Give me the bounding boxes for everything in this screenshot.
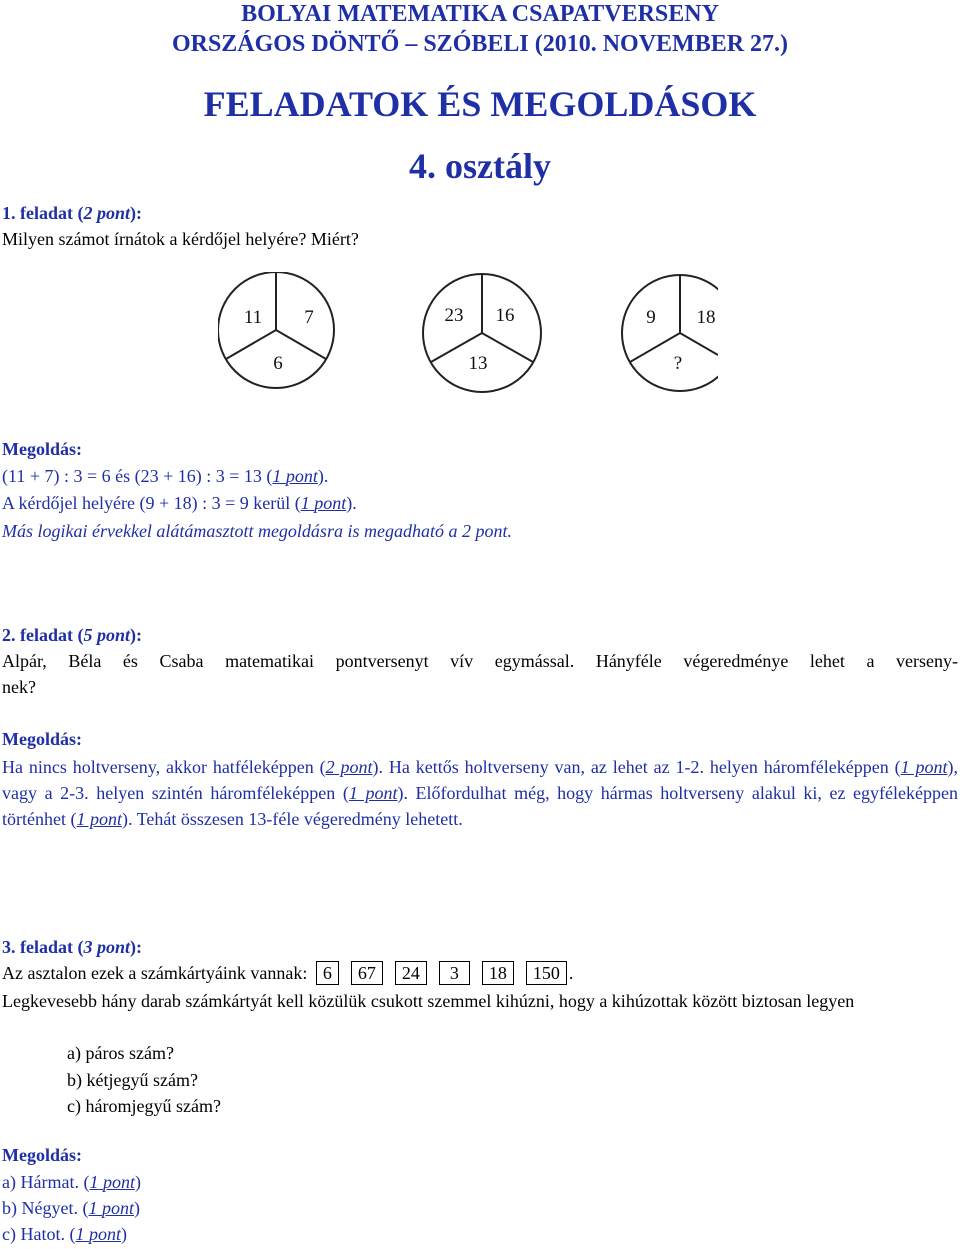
task3-title: 3. feladat (3 pont): — [2, 937, 142, 957]
task3-sub-c: c) háromjegyű szám? — [67, 1096, 221, 1116]
task1-title: 1. feladat (2 pont): — [2, 203, 142, 223]
number-card: 67 — [351, 961, 383, 985]
task2-solution-text: Ha nincs holtverseny, akkor hatféleképpen (2 pont). Ha kettős holtverseny van, az lehet az 1-2. helyen háromféleképpen (1 pont), vagy a 2-3. helyen szintén háromféleképpen (1 pont). Előfordulhat még, hogy hármas holtverseny alakul ki, ez egyféleképpen történhet (1 pont). Tehát összesen 13-féle végeredmény lehetett. — [2, 757, 958, 829]
task3-solution-label: Megoldás: — [2, 1145, 82, 1165]
circle-diagrams — [218, 272, 718, 404]
number-card: 24 — [395, 961, 427, 985]
task3-cards-line: Az asztalon ezek a számkártyáink vannak: 6 67 24 3 18 150 . — [2, 963, 574, 983]
circle-3 — [622, 275, 718, 391]
task3-question: Legkevesebb hány darab számkártyát kell közülük csukott szemmel kihúzni, hogy a kihúzottak között biztosan legyen — [2, 991, 855, 1011]
task3-answer-c: c) Hatot. (1 pont) — [2, 1224, 127, 1244]
circle-3-left: 9 — [646, 307, 656, 328]
circle-2-left: 23 — [444, 305, 464, 326]
task3-sub-a: a) páros szám? — [67, 1043, 174, 1063]
number-card: 3 — [439, 961, 470, 985]
page-title: FELADATOK ÉS MEGOLDÁSOK — [203, 84, 757, 124]
task1-solution-note: Más logikai érvekkel alátámasztott megoldásra is megadható a 2 pont. — [2, 521, 512, 541]
circle-1-right: 7 — [304, 307, 314, 328]
circle-1-left: 11 — [243, 307, 263, 328]
task1-question: Milyen számot írnátok a kérdőjel helyére? Miért? — [2, 229, 359, 249]
circle-1-bottom: 6 — [273, 353, 283, 374]
task1-solution-label: Megoldás: — [2, 439, 82, 459]
circle-2-bottom: 13 — [468, 353, 488, 374]
circle-2 — [423, 274, 541, 392]
circle-1 — [218, 272, 334, 388]
number-card: 6 — [316, 961, 339, 985]
circle-3-right: 18 — [696, 307, 716, 328]
task3-answer-b: b) Négyet. (1 pont) — [2, 1198, 140, 1218]
task1-solution-line2: A kérdőjel helyére (9 + 18) : 3 = 9 kerül (1 pont). — [2, 493, 357, 513]
task3-answer-a: a) Hármat. (1 pont) — [2, 1172, 141, 1192]
number-card: 150 — [526, 961, 567, 985]
task2-solution-label: Megoldás: — [2, 729, 82, 749]
task3-sub-b: b) kétjegyű szám? — [67, 1070, 198, 1090]
contest-name: BOLYAI MATEMATIKA CSAPATVERSENY — [241, 1, 719, 27]
grade-label: 4. osztály — [409, 146, 551, 186]
task2-title: 2. feladat (5 pont): — [2, 625, 142, 645]
task1-solution-line1: (11 + 7) : 3 = 6 és (23 + 16) : 3 = 13 (1 pont). — [2, 466, 329, 486]
circle-2-right: 16 — [495, 305, 515, 326]
number-card: 18 — [482, 961, 514, 985]
event-name: ORSZÁGOS DÖNTŐ – SZÓBELI (2010. NOVEMBER 27.) — [171, 31, 789, 57]
circle-3-bottom: ? — [673, 353, 683, 374]
task2-question: Alpár, Béla és Csaba matematikai pontversenyt vív egymással. Hányféle végeredménye lehet a verseny- nek? — [2, 651, 958, 697]
